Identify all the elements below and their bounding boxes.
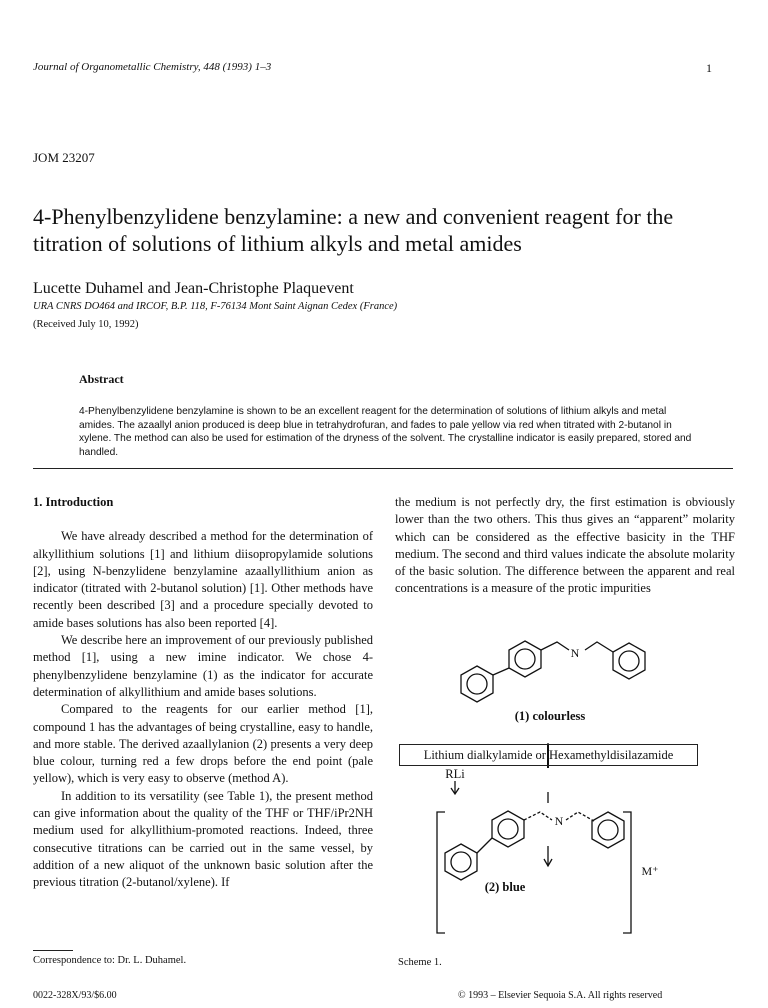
correspondence-footnote: Correspondence to: Dr. L. Duhamel. bbox=[33, 955, 187, 966]
copyright: © 1993 – Elsevier Sequoia S.A. All rights reserved bbox=[458, 990, 663, 1001]
reagent-rli: RLi bbox=[445, 767, 465, 781]
jom-code: JOM 23207 bbox=[33, 150, 95, 165]
intro-paragraph-1: We have already described a method for the determination of alkyllithium solutions [1] and lithium diisopropylamide solutions [2], using N-benzylidene benzylamine azaallyllithium anion as indicator (titrated with 2-butanol solution) [1]. Other methods have recently been described [3] and a procedure specially devoted to amide bases solutions has also been reported [4]. bbox=[33, 529, 373, 630]
left-column bbox=[33, 494, 373, 892]
compound-1-structure bbox=[461, 641, 645, 702]
authors: Lucette Duhamel and Jean-Christophe Plaquevent bbox=[33, 280, 354, 297]
compound-2-structure bbox=[437, 811, 631, 933]
right-column-text: the medium is not perfectly dry, the first estimation is obviously lower than the two others. This thus gives an “apparent” molarity which can be considered as the effective basicity in the THF medium. The second and third values indicate the absolute molarity of the basic solution. The difference between the apparent and real concentrations is a measure of the protic impurities bbox=[395, 495, 735, 596]
intro-paragraph-3: Compared to the reagents for our earlier method [1], compound 1 has the advantages of being crystalline, easy to handle, and more stable. The derived azaallylanion (2) presents a very deep blue colour, turning red a few drops before the end point (pale yellow), which is very easy to observe (method A). bbox=[33, 702, 373, 786]
atom-n-1: N bbox=[570, 646, 580, 660]
scheme-caption: Scheme 1. bbox=[398, 957, 442, 968]
abstract-text: 4-Phenylbenzylidene benzylamine is shown to be an excellent reagent for the determination of solutions of lithium alkyls and metal amides. The azaallyl anion produced is deep blue in tetrahydrofuran, and fades to pale yellow via red when titrated with 2-butanol in xylene. The method can also be used for estimation of the dryness of the solvent. The crystalline indicator is easily prepared, stored and handled. bbox=[79, 406, 692, 458]
intro-paragraph-4: In addition to its versatility (see Table 1), the present method can give information about the quality of the THF or THF/iPr2NH medium used for alkyllithium-promoted reactions. Indeed, three consecutive titrations can be carried out in the same vessel, by addition of a new aliquot of the unknown basic solution after the previous titration (2-butanol/xylene). If bbox=[33, 788, 373, 890]
page-number: 1 bbox=[706, 61, 712, 75]
paper-title: 4-Phenylbenzylidene benzylamine: a new and convenient reagent for the titration of solutions of lithium alkyls and metal amides bbox=[33, 204, 674, 256]
abstract-heading: Abstract bbox=[79, 372, 124, 386]
reagent-box: Lithium dialkylamide or Hexamethyldisilazamide bbox=[399, 744, 698, 766]
footnote-rule bbox=[33, 950, 73, 951]
received-date: (Received July 10, 1992) bbox=[33, 319, 139, 330]
counterion: M⁺ bbox=[641, 864, 659, 878]
issn-code: 0022-328X/93/$6.00 bbox=[33, 990, 117, 1001]
label-colourless: (1) colourless bbox=[514, 709, 586, 723]
affiliation: URA CNRS DO464 and IRCOF, B.P. 118, F-76134 Mont Saint Aignan Cedex (France) bbox=[33, 301, 398, 312]
intro-paragraph-2: We describe here an improvement of our previously published method [1], using a new imine indicator. We chose 4-phenylbenzylidene benzylamine (1) as the indicator for accurate determination of alkyllithium and amide bases solutions. bbox=[33, 633, 373, 699]
introduction-heading: 1. Introduction bbox=[33, 495, 114, 509]
scheme-1-figure bbox=[395, 600, 735, 945]
journal-header: Journal of Organometallic Chemistry, 448 (1993) 1–3 bbox=[33, 61, 272, 73]
label-blue: (2) blue bbox=[484, 880, 526, 894]
atom-n-2: N bbox=[554, 814, 564, 828]
section-divider bbox=[33, 468, 733, 469]
